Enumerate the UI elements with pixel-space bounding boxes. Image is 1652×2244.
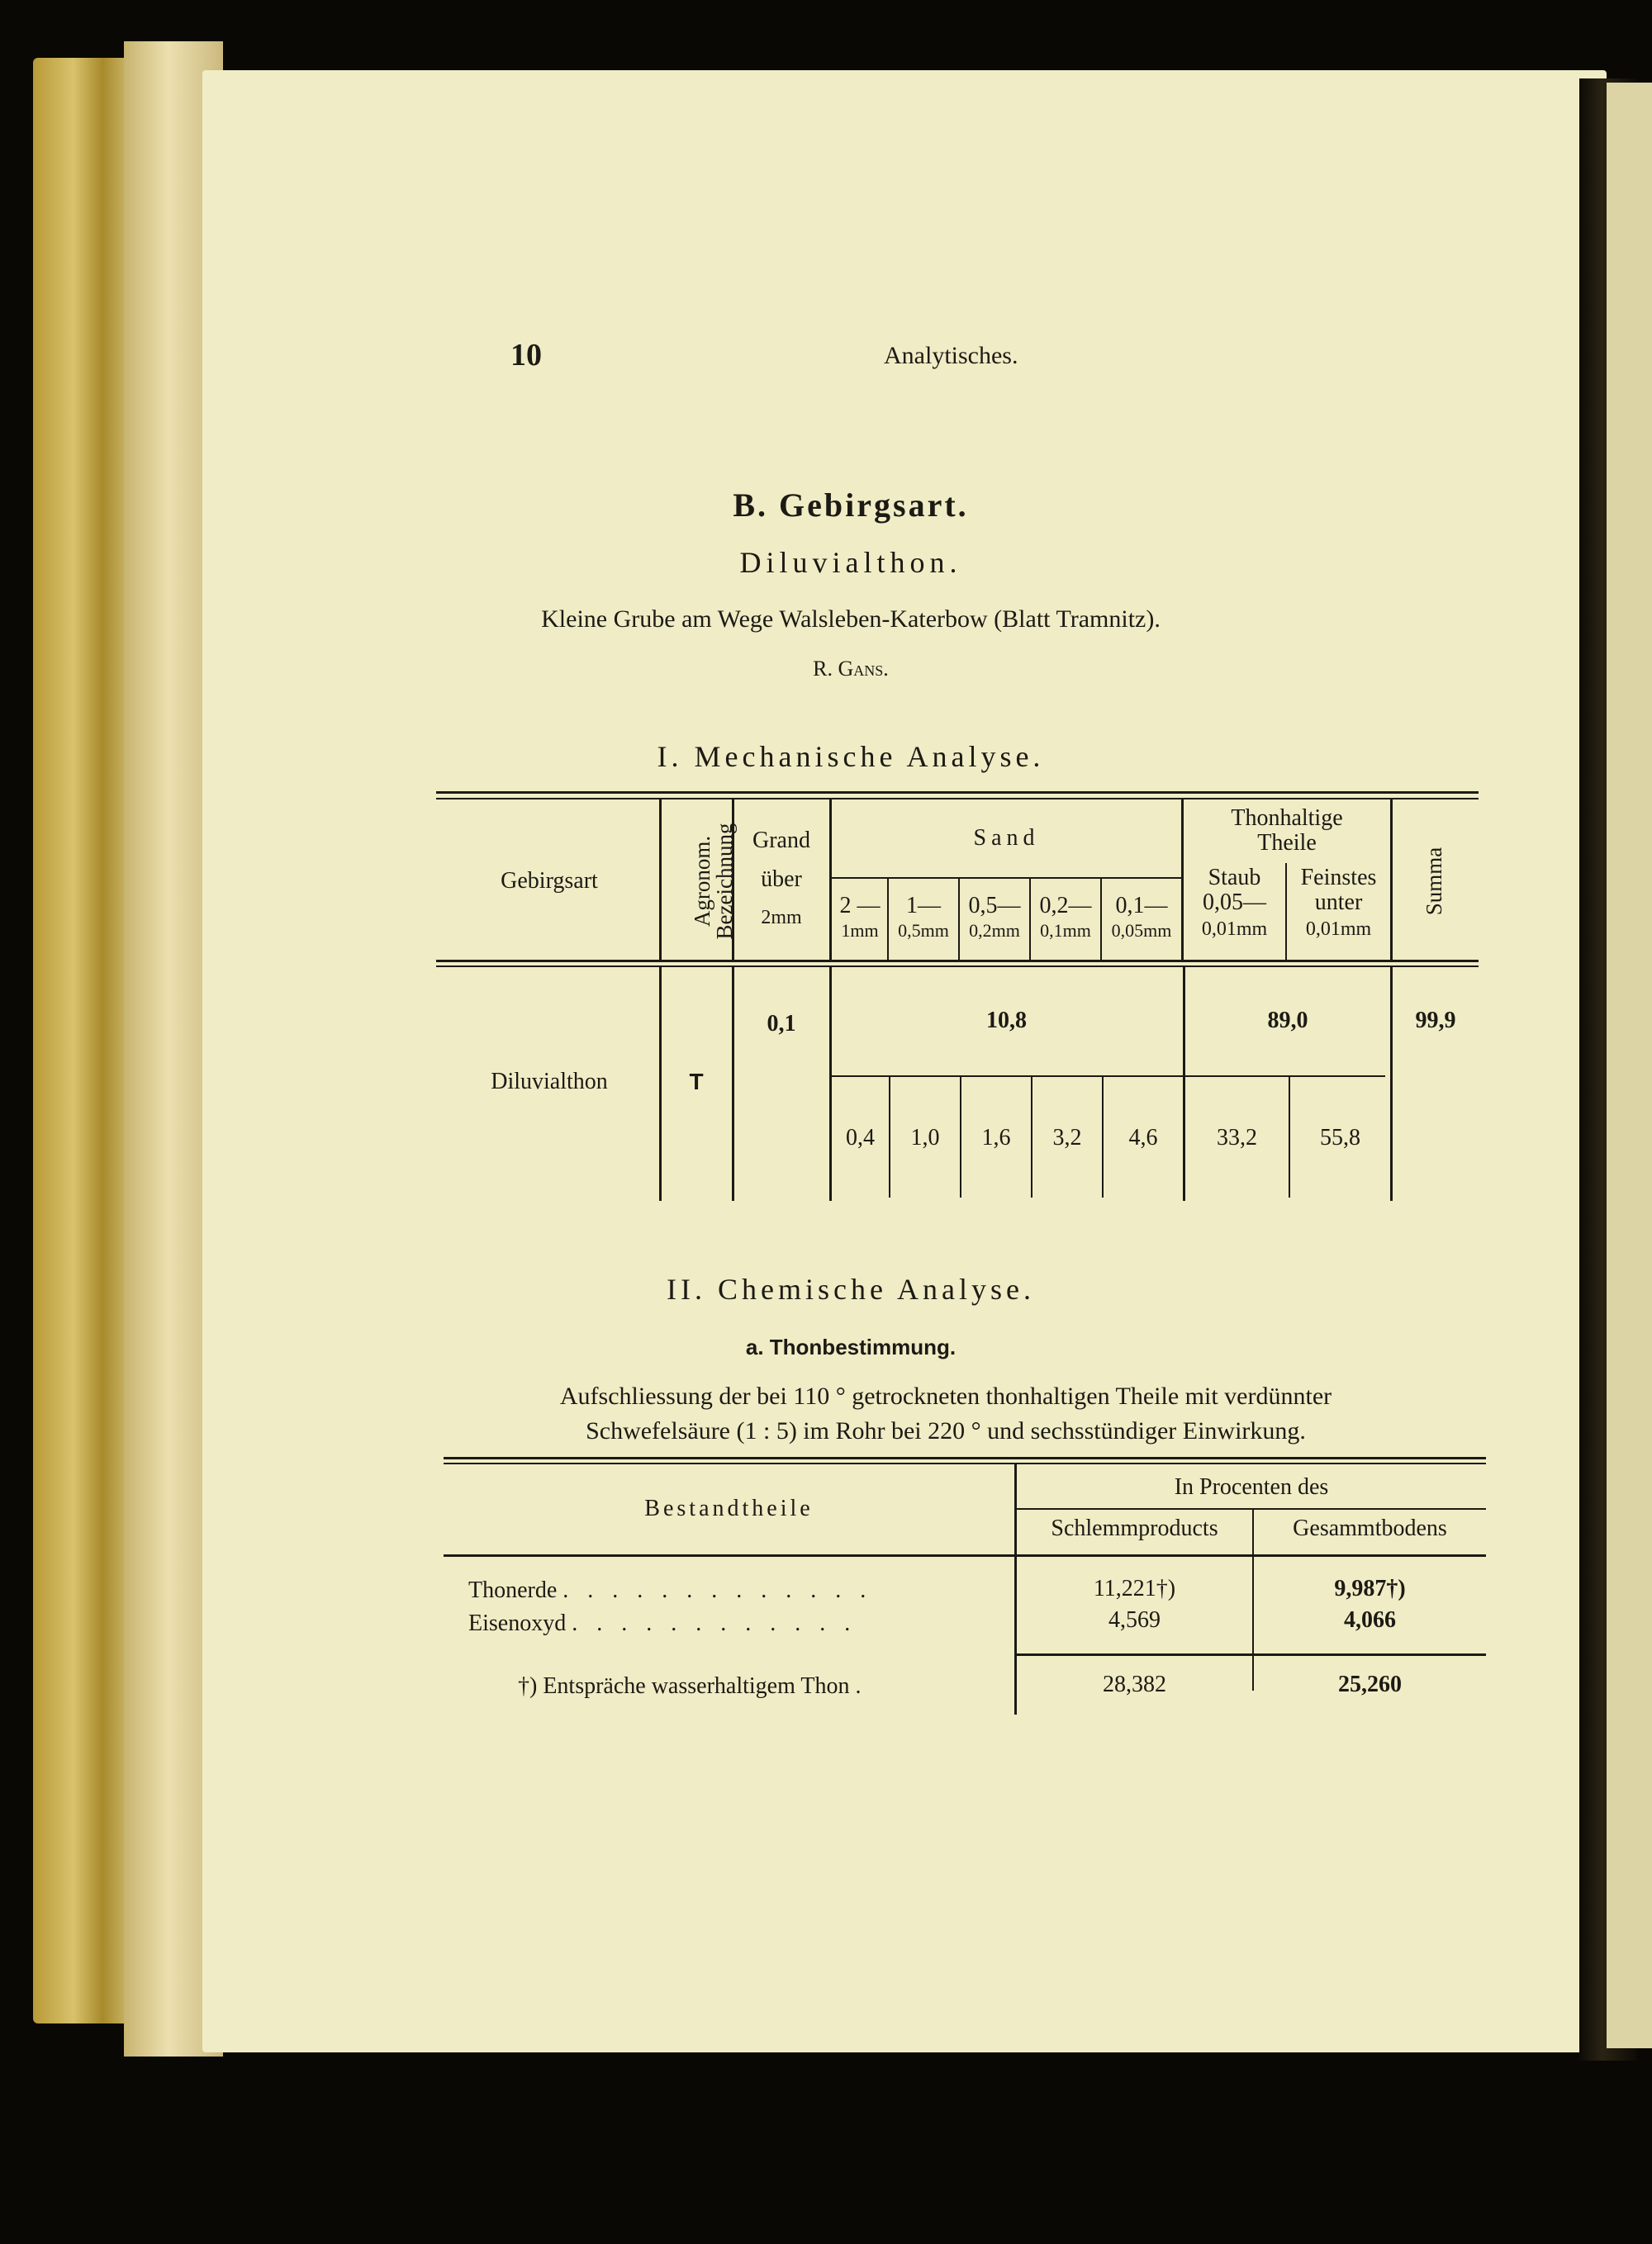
chemical-intro [491, 1379, 1400, 1449]
rule [659, 799, 662, 960]
sand-value-5: 4,6 [1128, 1125, 1158, 1150]
col-agronom-2: Bezeichnung [712, 823, 737, 940]
row-eisenoxyd-dots: . . . . . . . . . . . . [572, 1611, 857, 1636]
chemical-subheading: a. Thonbestimmung. [745, 1335, 957, 1359]
sand-col-1b: 1mm [841, 920, 879, 941]
rule [436, 965, 1479, 967]
rock-name: Diluvialthon. [739, 546, 962, 579]
row-eisenoxyd [468, 1611, 857, 1637]
running-title: Analytisches. [884, 342, 1018, 369]
rule [436, 798, 1479, 799]
sand-value-4: 3,2 [1052, 1125, 1082, 1150]
intro-line-1: Aufschliessung der bei 110 ° getrockneten thonhaltigen Theile mit verdünnter [559, 1383, 1332, 1410]
feinstes-value: 55,8 [1320, 1125, 1360, 1150]
col-agronom-1: Agronom. [690, 835, 714, 927]
sand-col-2a: 1— [906, 893, 941, 918]
rule [436, 791, 1479, 794]
sand-col-1a: 2 — [839, 893, 881, 918]
row-sand-total: 10,8 [986, 1008, 1027, 1033]
footnote-row-label: †) Entspräche wasserhaltigem Thon . [518, 1673, 862, 1699]
footnote-schlemm: 28,382 [1103, 1672, 1166, 1697]
footnote-gesammt: 25,260 [1338, 1672, 1402, 1697]
col-grand-3: 2mm [761, 907, 802, 928]
sand-value-1: 0,4 [846, 1125, 875, 1150]
rule [1016, 1653, 1486, 1656]
row-name: Diluvialthon [491, 1069, 608, 1094]
sand-col-4b: 0,1mm [1040, 920, 1091, 941]
thonerde-schlemm: 11,221†) [1093, 1576, 1176, 1601]
col-sand: Sand [973, 825, 1040, 851]
rule [1390, 967, 1393, 1201]
sand-col-5b: 0,05mm [1111, 920, 1172, 941]
col-bestandtheile: Bestandtheile [644, 1496, 814, 1521]
mechanical-heading: I. Mechanische Analyse. [657, 740, 1045, 773]
eisenoxyd-gesammt: 4,066 [1344, 1607, 1396, 1633]
col-feinstes-2: unter [1314, 890, 1363, 915]
rule [1252, 1557, 1254, 1653]
rule [436, 960, 1479, 962]
rule [444, 1457, 1486, 1459]
thonerde-gesammt: 9,987†) [1334, 1576, 1406, 1601]
row-thonerde-name: Thonerde [468, 1577, 558, 1603]
rule [829, 967, 832, 1201]
col-schlemm: Schlemmproducts [1051, 1516, 1218, 1541]
col-staub-3: 0,01mm [1201, 918, 1268, 940]
row-eisenoxyd-name: Eisenoxyd [468, 1611, 567, 1636]
rule [832, 877, 1181, 879]
locality: Kleine Grube am Wege Walsleben-Katerbow (Blatt Tramnitz). [541, 605, 1161, 633]
col-gesammt: Gesammtbodens [1293, 1516, 1447, 1541]
col-summa: Summa [1422, 847, 1446, 916]
col-grand-1: Grand [752, 828, 810, 853]
sand-value-2: 1,0 [910, 1125, 940, 1150]
rule [732, 967, 734, 1201]
col-in-procenten: In Procenten des [1174, 1474, 1329, 1500]
row-thonerde-dots: . . . . . . . . . . . . . [563, 1577, 873, 1603]
intro-line-2: Schwefelsäure (1 : 5) im Rohr bei 220 ° und sechsstündiger Einwirkung. [586, 1417, 1306, 1445]
rule [832, 1075, 1385, 1077]
col-feinstes-3: 0,01mm [1305, 918, 1372, 940]
rule [444, 1463, 1486, 1464]
col-staub-2: 0,05— [1203, 890, 1266, 915]
sand-col-4a: 0,2— [1039, 893, 1092, 918]
sand-col-5a: 0,1— [1115, 893, 1168, 918]
col-staub-1: Staub [1208, 865, 1261, 890]
row-summa: 99,9 [1415, 1008, 1456, 1033]
rule [1016, 1508, 1486, 1510]
chemical-heading: II. Chemische Analyse. [667, 1273, 1035, 1306]
col-thon-1: Thonhaltige [1231, 805, 1343, 831]
col-thon-2: Theile [1257, 830, 1317, 856]
eisenoxyd-schlemm: 4,569 [1108, 1607, 1161, 1633]
row-grand: 0,1 [767, 1011, 796, 1037]
section-title: B. Gebirgsart. [733, 486, 969, 524]
row-agronom: T [689, 1069, 704, 1094]
col-gebirgsart: Gebirgsart [501, 868, 598, 894]
sand-value-3: 1,6 [981, 1125, 1011, 1150]
sand-col-3a: 0,5— [968, 893, 1021, 918]
author: R. Gans. [813, 657, 889, 681]
row-thon-total: 89,0 [1267, 1008, 1308, 1033]
staub-value: 33,2 [1217, 1125, 1257, 1150]
sand-col-2b: 0,5mm [898, 920, 949, 941]
rule [444, 1554, 1486, 1557]
rule [1183, 967, 1185, 1201]
col-grand-2: über [761, 866, 802, 892]
col-feinstes-1: Feinstes [1300, 865, 1377, 890]
row-thonerde [468, 1577, 872, 1604]
rule [1390, 799, 1393, 960]
page-number: 10 [510, 338, 542, 372]
sand-col-3b: 0,2mm [969, 920, 1020, 941]
